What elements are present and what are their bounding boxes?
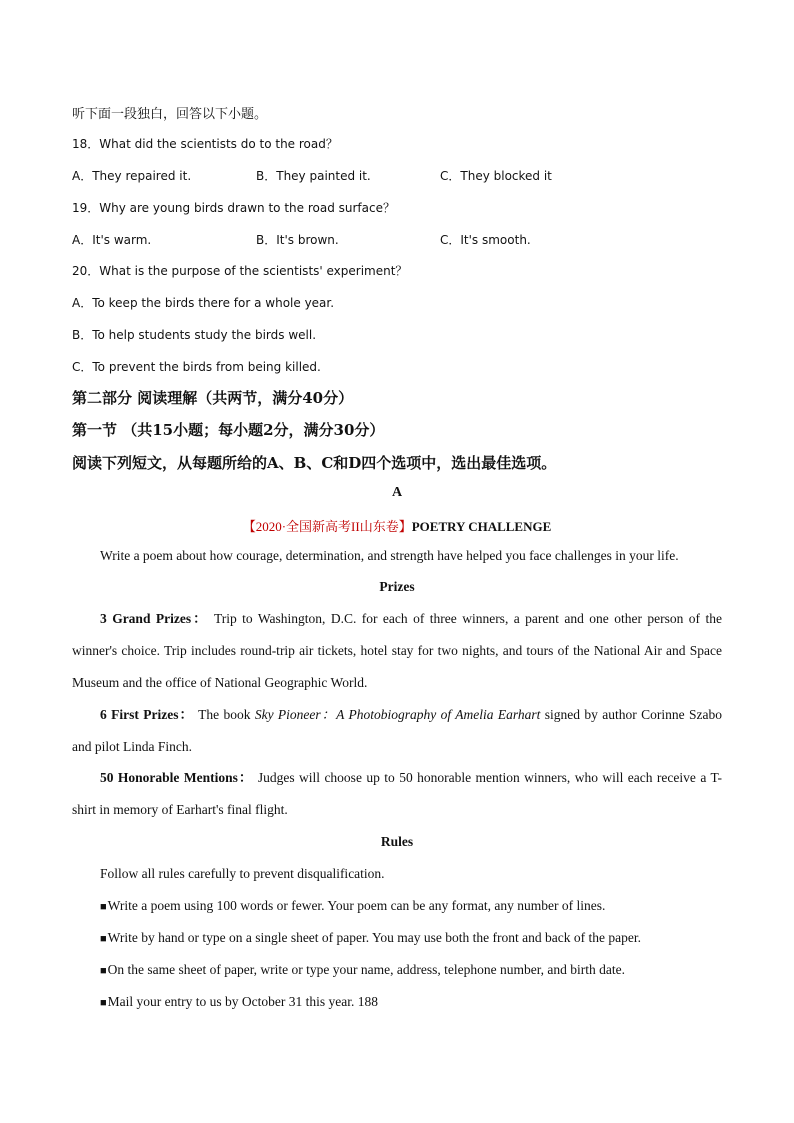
q20-option-c: C．To prevent the birds from being killed.: [72, 360, 321, 374]
bullet-square-icon: ■: [100, 933, 107, 945]
rule-item: [100, 930, 641, 946]
q18-option-b: B．They painted it.: [256, 169, 371, 183]
question-20: 20．What is the purpose of the scientists' experiment？: [72, 264, 408, 278]
first-prizes-text-b: signed by author Corinne Szabo and pilot Linda Finch.: [72, 707, 722, 754]
bullet-square-icon: ■: [100, 901, 107, 913]
rule-item: [100, 994, 378, 1010]
rules-heading: Rules: [380, 834, 414, 849]
rule-text: On the same sheet of paper, write or type your name, address, telephone number, and birth date.: [107, 962, 626, 977]
passage-intro: Write a poem about how courage, determination, and strength have helped you face challenges in your life.: [100, 548, 679, 563]
question-18: 18．What did the scientists do to the road？: [72, 137, 338, 151]
rule-item: [100, 962, 625, 978]
first-prizes-paragraph: [72, 699, 722, 763]
honorable-mentions-label: 50 Honorable Mentions：: [100, 770, 254, 785]
grand-prizes-label: 3 Grand Prizes：: [100, 611, 209, 626]
bullet-square-icon: ■: [100, 965, 107, 977]
passage-title: POETRY CHALLENGE: [411, 519, 552, 534]
q20-option-b: B．To help students study the birds well.: [72, 328, 317, 342]
first-prizes-book: Sky Pioneer：A Photobiography of Amelia Earhart: [254, 707, 541, 722]
prizes-heading: Prizes: [379, 579, 415, 594]
q19-option-b: B．It's brown.: [256, 233, 339, 247]
part2-heading: 第二部分 阅读理解（共两节，满分40分）: [72, 389, 354, 407]
question-19: 19．Why are young birds drawn to the road surface？: [72, 201, 395, 215]
rules-intro: Follow all rules carefully to prevent disqualification.: [100, 866, 385, 881]
q20-option-a: A．To keep the birds there for a whole year.: [72, 296, 335, 310]
honorable-mentions-paragraph: [72, 762, 722, 826]
first-prizes-text-a: The book: [193, 707, 255, 722]
q18-option-a: A．They repaired it.: [72, 169, 192, 183]
rule-text: Write by hand or type on a single sheet of paper. You may use both the front and back of the paper.: [107, 930, 641, 945]
q18-option-c: C．They blocked it: [440, 169, 552, 183]
passage-source: 【2020·全国新高考II山东卷】: [242, 519, 412, 534]
listening-intro: 听下面一段独白，回答以下小题。: [72, 107, 268, 122]
bullet-square-icon: ■: [100, 997, 107, 1009]
passage-title-line: [0, 516, 794, 535]
q19-option-c: C．It's smooth.: [440, 233, 531, 247]
honorable-mentions-text: Judges will choose up to 50 honorable mention winners, who will each receive a T-shirt in memory of Earhart's final flight.: [72, 770, 722, 817]
rule-text: Write a poem using 100 words or fewer. Your poem can be any format, any number of lines.: [107, 898, 606, 913]
section1-heading: 第一节 （共15小题；每小题2分，满分30分）: [72, 421, 385, 439]
passage-letter: A: [391, 485, 403, 500]
grand-prizes-paragraph: [72, 603, 722, 699]
rule-item: [100, 898, 605, 914]
rule-text: Mail your entry to us by October 31 this year. 188: [107, 994, 378, 1009]
first-prizes-label: 6 First Prizes：: [100, 707, 194, 722]
q19-option-a: A．It's warm.: [72, 233, 152, 247]
grand-prizes-text: Trip to Washington, D.C. for each of three winners, a parent and one other person of the winner's choice. Trip includes round-trip air tickets, hotel stay for two nights, and tours of the National Air and Space Museum and the office of National Geographic World.: [72, 611, 722, 690]
reading-instruction: 阅读下列短文，从每题所给的A、B、C和D四个选项中，选出最佳选项。: [72, 454, 557, 472]
